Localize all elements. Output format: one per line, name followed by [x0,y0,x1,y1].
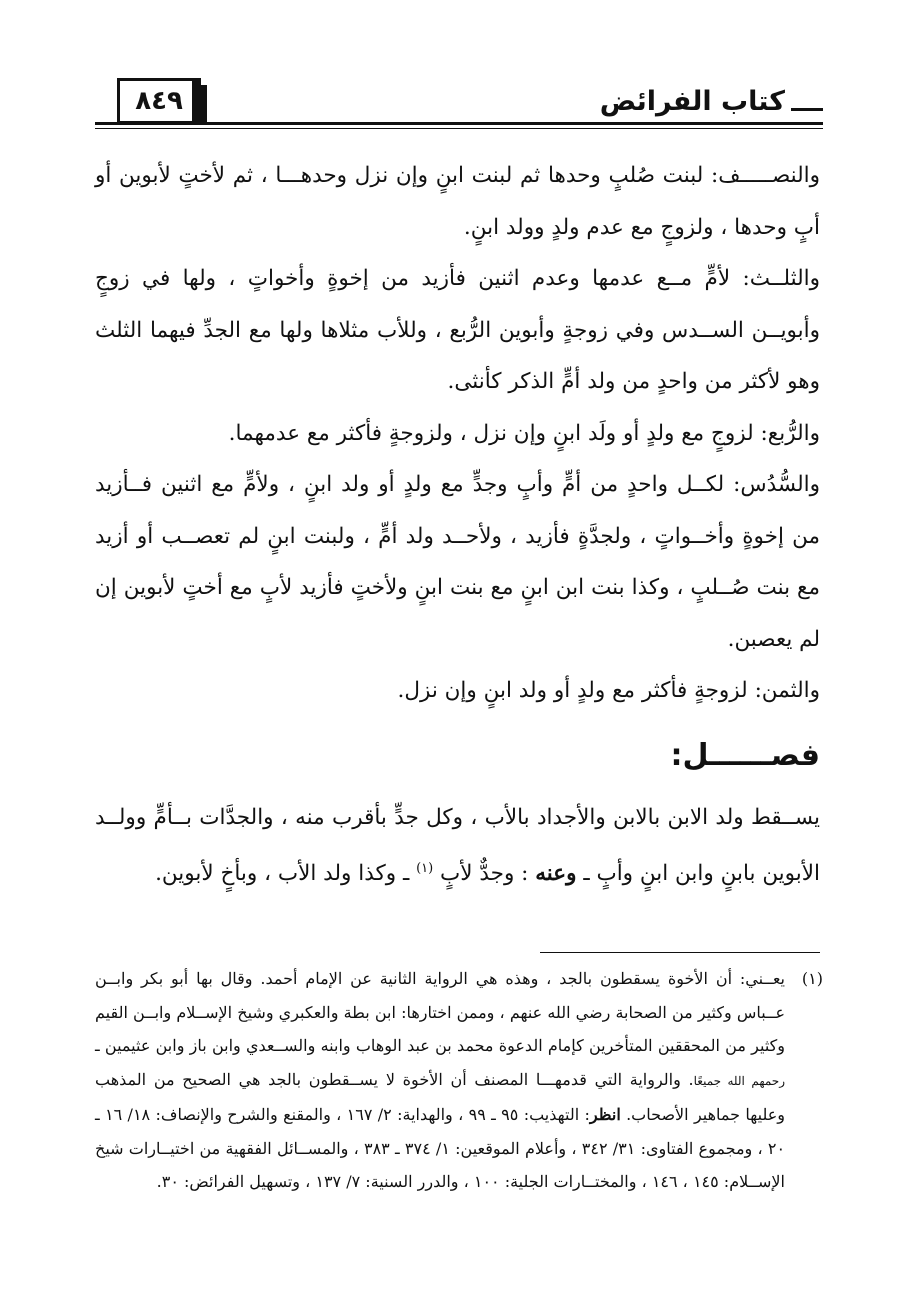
title-dash [791,108,823,111]
paragraph-thumun-text: لزوجةٍ فأكثر مع ولدٍ أو ولد ابنٍ وإن نزل. [397,678,755,703]
footnote-see-label: انظر [589,1105,621,1124]
term-sudus: والسُّدُس: [733,472,820,497]
page-number-box [117,78,201,124]
footnote-honorific: رحمهم الله جميعًا [693,1073,785,1088]
header-rule-thin [95,128,823,129]
section-heading: فصــــــل: [670,738,820,773]
paragraph-nisf-text: لبنت صُلبٍ وحدها ثم لبنت ابنٍ وإن نزل وحدهـــا ، ثم لأختٍ لأبوين أو أبٍ وحدها ، ولزوجٍ مع عدم ولدٍ وولد ابنٍ. [95,163,820,240]
footnote-number: (١) [801,969,823,988]
section-paragraph [95,792,820,899]
footnote-text-b: . والرواية التي قدمهـــا المصنف أن الأخوة لا يســقطون بالجد هي الصحيح من المذهب وعليها جماهير الأصحاب. [95,1069,786,1124]
header-rule-thick [95,122,823,125]
term-nisf: والنصـــــف: [710,163,820,188]
paragraph-rub-text: لزوجٍ مع ولدٍ أو ولَد ابنٍ وإن نزل ، ولزوجةٍ فأكثر مع عدمهما. [228,420,761,446]
paragraph-thuluth-text: لأمٍّ مــع عدمها وعدم اثنين فأزيد من إخوةٍ وأخواتٍ ، ولها في زوجٍ وأبويــن الســدس وفي زوجةٍ وأبوين الرُّبع ، وللأب مثلاها ولها مع الجدِّ فيهما الثلث وهو لأكثر من واحدٍ من ولد أمٍّ الذكر كأنثى. [95,266,820,394]
term-thumun: والثمن: [754,678,820,703]
footnote-body [95,962,785,1199]
footnote-text-c: : التهذيب: ٩٥ ـ ٩٩ ، والهداية: ٢/ ١٦٧ ، والمقنع والشرح والإنصاف: ١٨/ ١٦ ـ ٢٠ ، ومجموع الفتاوى: ٣١/ ٣٤٢ ، وأعلام الموقعين: ١/ ٣٧٤ ـ ٣٨٣ ، والمســائل الفقهية من اختيــارات شيخ الإســلام: ١٤٥ ، ١٤٦ ، والمختــارات الجلية: ١٠٠ ، والدرر السنية: ٧/ ١٣٧ ، وتسهيل الفرائض: ٣٠. [95,1105,786,1191]
paragraph-thuluth [95,253,820,408]
section-text-bold: وعنه [535,861,577,887]
main-text [95,150,820,717]
paragraph-rub [95,408,820,460]
paragraph-sudus-text: لكــل واحدٍ من أمٍّ وأبٍ وجدٍّ مع ولدٍ أو ولد ابنٍ ، ولأمٍّ مع اثنين فــأزيد من إخوةٍ وأخــواتٍ ، ولجدَّةٍ فأزيد ، ولأحــد ولد أمٍّ ، ولبنت ابنٍ لم تعصــب أو أزيد مع بنت صُــلبٍ ، وكذا بنت ابن ابنٍ مع بنت ابنٍ ولأختٍ فأزيد لأبٍ مع أختٍ لأبوين إن لم يعصبن. [95,472,820,652]
paragraph-nisf [95,150,820,253]
page-number: ٨٤٩ [135,86,183,116]
footnote [95,962,823,1199]
paragraph-sudus [95,459,820,665]
paragraph-thumun [95,665,820,717]
footnote-marker[interactable]: (١) [416,861,434,876]
term-thuluth: والثلــث: [742,266,820,291]
footnote-separator [540,952,820,953]
running-title: كتاب الفرائض [599,86,785,117]
section-text-c: ـ وكذا ولد الأب ، وبأخٍ لأبوين. [155,861,417,887]
term-rub: والرُّبع: [760,420,820,446]
section-text [95,792,820,899]
page-header [95,70,823,130]
section-text-b: : وجدٌّ لأبٍ [433,861,536,887]
footnote-text-a: يعــني: أن الأخوة يسقطون بالجد ، وهذه هي الرواية الثانية عن الإمام أحمد. وقال بها أبو بكر وابــن عــباس وكثير من الصحابة رضي الله عنهم ، وممن اختارها: ابن بطة والعكبري وشيخ الإســلام وابــن القيم وكثير من المحققين المتأخرين كإمام الدعوة محمد بن عبد الوهاب وابنه والســعدي وابن باز وابن عثيمين ـ [95,969,785,1055]
section-text-a: يســقط ولد الابن بالابن والأجداد بالأب ، وكل جدٍّ بأقرب منه ، والجدَّات بــأمٍّ وولــد الأبوين بابنٍ وابن ابنٍ وأبٍ ـ [95,805,820,887]
